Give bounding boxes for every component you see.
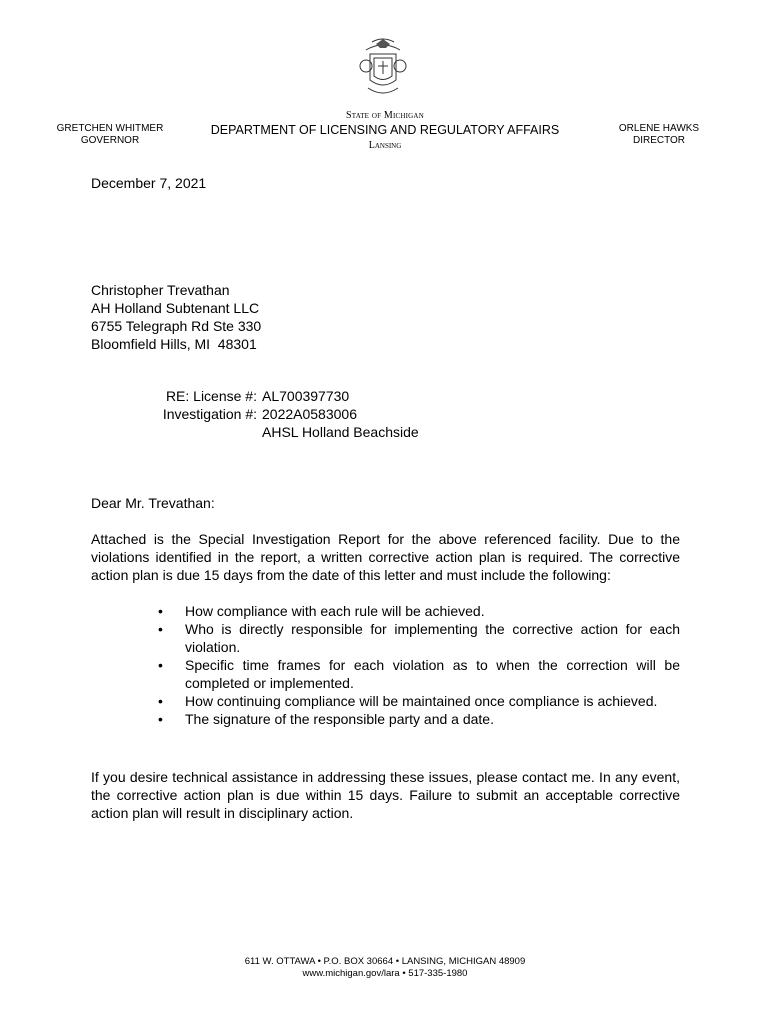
bullet-icon: •	[158, 603, 163, 619]
list-item-text: How continuing compliance will be maintained once compliance is achieved.	[185, 693, 658, 709]
list-item-text: Who is directly responsible for implementing the corrective action for each violation.	[185, 621, 680, 655]
requirements-list	[158, 602, 680, 728]
recipient-company: AH Holland Subtenant LLC	[91, 300, 260, 316]
letter-date: December 7, 2021	[91, 175, 207, 191]
license-number: AL700397730	[262, 388, 350, 404]
recipient-street: 6755 Telegraph Rd Ste 330	[91, 318, 262, 334]
list-item	[158, 602, 680, 620]
bullet-icon: •	[158, 657, 163, 673]
footer-address: 611 W. OTTAWA • P.O. BOX 30664 • LANSING, MICHIGAN 48909	[244, 956, 526, 967]
department-name: DEPARTMENT OF LICENSING AND REGULATORY AFFAIRS	[210, 123, 560, 137]
bullet-icon: •	[158, 711, 163, 727]
facility-name: AHSL Holland Beachside	[262, 424, 419, 440]
bullet-icon: •	[158, 621, 163, 637]
director-name: ORLENE HAWKS	[618, 123, 700, 134]
license-label: RE: License #:	[165, 388, 257, 404]
investigation-number: 2022A0583006	[262, 406, 357, 422]
governor-name: GRETCHEN WHITMER	[56, 123, 164, 134]
state-name: State of Michigan	[346, 110, 424, 121]
director-title: DIRECTOR	[632, 135, 686, 146]
city-name: Lansing	[368, 140, 402, 151]
recipient-city: Bloomfield Hills, MI 48301	[91, 336, 257, 352]
investigation-label: Investigation #:	[162, 406, 257, 422]
director-block	[604, 123, 714, 147]
salutation: Dear Mr. Trevathan:	[91, 495, 215, 511]
list-item	[158, 656, 680, 692]
list-item-text: How compliance with each rule will be achieved.	[185, 603, 485, 619]
recipient-address	[91, 281, 261, 353]
michigan-seal-icon	[356, 36, 410, 100]
paragraph-intro: Attached is the Special Investigation Report for the above referenced facility. Due to the violations identified in the report, a written corrective action plan is required. The corrective action plan is due 15 days from the date of this letter and must include the following:	[91, 531, 680, 583]
list-item	[158, 692, 680, 710]
list-item-text: The signature of the responsible party and a date.	[185, 711, 494, 727]
recipient-name: Christopher Trevathan	[91, 282, 230, 298]
governor-title: GOVERNOR	[80, 135, 140, 146]
bullet-icon: •	[158, 693, 163, 709]
list-item	[158, 710, 680, 728]
list-item-text: Specific time frames for each violation as to when the correction will be completed or implemented.	[185, 657, 680, 691]
paragraph-assistance: If you desire technical assistance in addressing these issues, please contact me. In any event, the corrective action plan is due within 15 days. Failure to submit an acceptable corrective action plan will result in disciplinary action.	[91, 769, 680, 821]
footer-contact: www.michigan.gov/lara • 517-335-1980	[302, 968, 468, 979]
list-item	[158, 620, 680, 656]
governor-block	[50, 123, 170, 147]
